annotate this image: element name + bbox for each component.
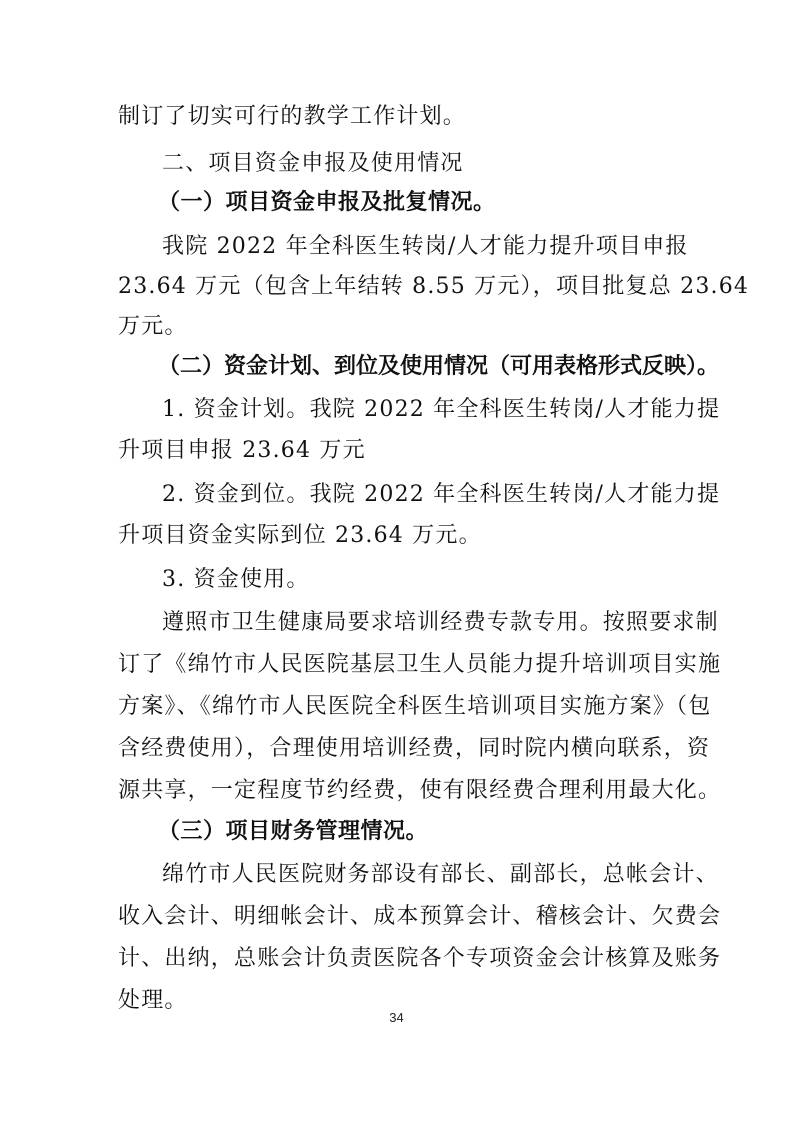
list-item-line: 升项目资金实际到位 23.64 万元。 xyxy=(118,523,482,548)
section-heading: 二、项目资金申报及使用情况 xyxy=(162,151,464,176)
subsection-heading: （一）项目资金申报及批复情况。 xyxy=(158,190,496,215)
paragraph-line: 方案》、《绵竹市人民医院全科医生培训项目实施方案》（包 xyxy=(118,694,712,719)
paragraph-line: 收入会计、明细帐会计、成本预算会计、稽核会计、欠费会 xyxy=(118,904,722,929)
page-number: 34 xyxy=(389,1010,404,1025)
paragraph-line: 源共享，一定程度节约经费，使有限经费合理利用最大化。 xyxy=(118,778,722,803)
list-item-line: 3. 资金使用。 xyxy=(162,567,310,592)
list-item-line: 升项目申报 23.64 万元 xyxy=(118,438,366,463)
subsection-heading: （二）资金计划、到位及使用情况（可用表格形式反映）。 xyxy=(158,354,720,379)
paragraph-line: 订了《绵竹市人民医院基层卫生人员能力提升培训项目实施 xyxy=(118,652,722,677)
paragraph-line: 23.64 万元（包含上年结转 8.55 万元），项目批复总 23.64 xyxy=(118,274,750,299)
paragraph-line: 处理。 xyxy=(118,988,188,1013)
paragraph-line: 制订了切实可行的教学工作计划。 xyxy=(118,104,467,129)
paragraph-line: 计、出纳，总账会计负责医院各个专项资金会计核算及账务 xyxy=(118,946,722,971)
paragraph-line: 遵照市卫生健康局要求培训经费专款专用。按照要求制 xyxy=(162,610,719,635)
list-item-line: 2. 资金到位。我院 2022 年全科医生转岗/人才能力提 xyxy=(162,482,721,507)
list-item-line: 1. 资金计划。我院 2022 年全科医生转岗/人才能力提 xyxy=(162,397,721,422)
paragraph-line: 含经费使用），合理使用培训经费，同时院内横向联系，资 xyxy=(118,736,711,761)
subsection-heading: （三）项目财务管理情况。 xyxy=(158,819,429,844)
paragraph-line: 我院 2022 年全科医生转岗/人才能力提升项目申报 xyxy=(162,234,689,259)
paragraph-line: 万元。 xyxy=(118,314,188,339)
paragraph-line: 绵竹市人民医院财务部设有部长、副部长，总帐会计、 xyxy=(162,862,719,887)
